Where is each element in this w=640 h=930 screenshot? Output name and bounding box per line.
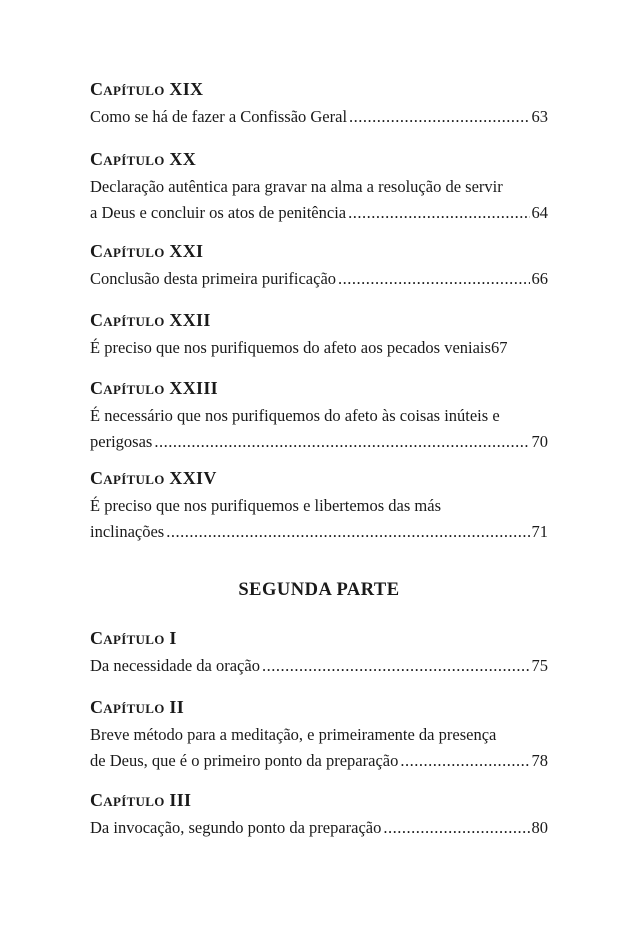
entry-line [90,653,548,679]
dot-leader [349,104,529,130]
toc-entry-chapter-1 [90,629,548,679]
entry-title: de Deus, que é o primeiro ponto da preparação [90,751,399,770]
toc-entry-chapter-20 [90,150,548,226]
entry-line [90,748,548,774]
dot-leader [262,653,530,679]
entry-title: Conclusão desta primeira purificação [90,269,337,288]
entry-title: perigosas [90,432,153,451]
page-number: 70 [531,432,548,451]
page-number: 63 [531,107,548,126]
dot-leader [348,200,529,226]
entry-title-line: Breve método para a meditação, e primeiramente da presença [90,725,497,744]
entry-title: Da necessidade da oração [90,656,260,675]
part-heading: SEGUNDA PARTE [238,580,400,600]
chapter-heading: Capítulo XXII [90,310,211,330]
chapter-heading: Capítulo XXI [90,241,204,261]
dot-leader [338,266,529,292]
entry-title: Da invocação, segundo ponto da preparação [90,818,382,837]
entry-title: a Deus e concluir os atos de penitência [90,203,347,222]
dot-leader [383,815,529,841]
page-number: 66 [531,269,548,288]
dot-leader [400,748,529,774]
page-number: 80 [531,818,548,837]
dot-leader [154,429,529,455]
entry-line [90,335,548,361]
entry-line [90,266,548,292]
entry-title-line: É necessário que nos purifiquemos do afeto às coisas inúteis e [90,406,500,425]
entry-line [90,815,548,841]
entry-title: inclinações [90,522,165,541]
toc-entry-chapter-21 [90,242,548,292]
toc-entry-chapter-19 [90,80,548,130]
chapter-heading: Capítulo III [90,790,192,810]
entry-title: Como se há de fazer a Confissão Geral [90,107,348,126]
entry-line [90,429,548,455]
page-number: 78 [531,751,548,770]
toc-entry-chapter-3 [90,791,548,841]
page-number: 64 [531,203,548,222]
entry-line [90,104,548,130]
chapter-heading: Capítulo II [90,697,185,717]
chapter-heading: Capítulo XIX [90,79,204,99]
entry-title: É preciso que nos purifiquemos do afeto aos pecados veniais [90,338,491,357]
toc-entry-chapter-22 [90,311,548,361]
toc-entry-chapter-23 [90,379,548,455]
entry-line [90,519,548,545]
chapter-heading: Capítulo I [90,628,177,648]
page-number: 67 [490,338,508,357]
chapter-heading: Capítulo XX [90,149,197,169]
toc-entry-chapter-2 [90,698,548,774]
entry-line [90,200,548,226]
chapter-heading: Capítulo XXIV [90,468,217,488]
page-number: 71 [531,522,548,541]
chapter-heading: Capítulo XXIII [90,378,218,398]
page-number: 75 [531,656,548,675]
entry-title-line: É preciso que nos purifiquemos e libertemos das más [90,496,442,515]
entry-title-line: Declaração autêntica para gravar na alma a resolução de servir [90,177,503,196]
dot-leader [166,519,529,545]
toc-entry-chapter-24 [90,469,548,545]
